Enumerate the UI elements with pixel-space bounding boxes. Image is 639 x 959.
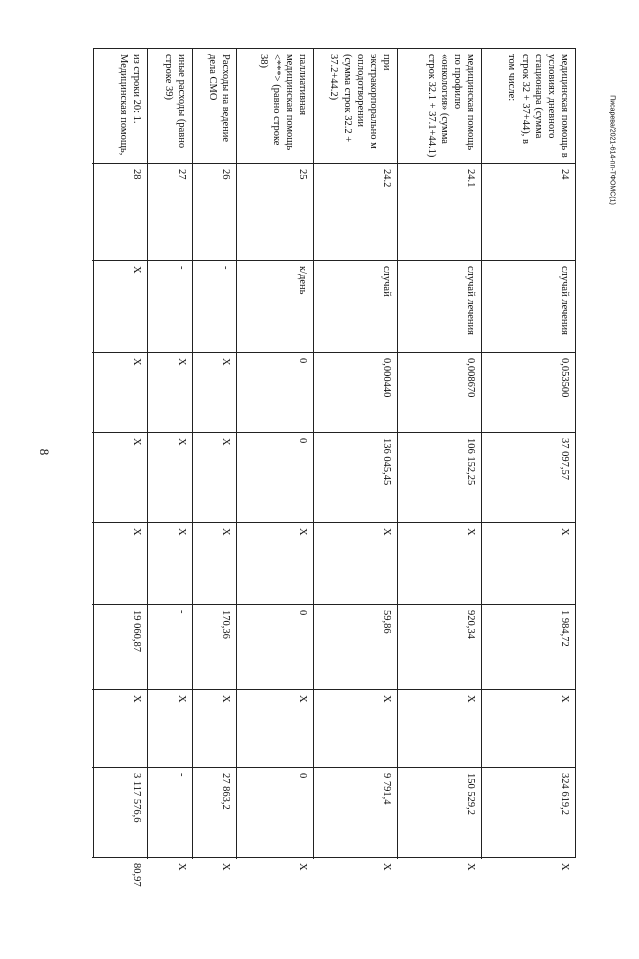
table-cell: X (148, 689, 192, 767)
table-cell: X (148, 352, 192, 432)
table-cell: X (482, 522, 575, 604)
table-cell: 920,34 (398, 604, 481, 689)
table-cell: X (148, 857, 192, 959)
table-cell: X (148, 432, 192, 522)
table-cell: 136 045,45 (314, 432, 397, 522)
table-row (236, 49, 313, 871)
table-cell: 25 (237, 163, 313, 260)
table-cell: X (398, 522, 481, 604)
table-cell: случай лечения (398, 260, 481, 352)
table-cell: - (148, 604, 192, 689)
table-cell: X (193, 689, 236, 767)
table-cell: 9 791,4 (314, 767, 397, 857)
financing-table (93, 48, 576, 887)
table-cell: - (148, 260, 192, 352)
row-label-cell: паллиативная медицинская помощь <***> (равно строке 38) (257, 54, 308, 151)
table-row (313, 49, 397, 871)
table-cell: X (482, 857, 575, 959)
table-cell: X (314, 689, 397, 767)
table-row (397, 49, 481, 871)
table-cell: 106 152,25 (398, 432, 481, 522)
row-label-cell: медицинская помощь в условиях дневного стационара (сумма строк 32 + 37+44), в том числе: (506, 54, 570, 158)
table-cell: 0 (237, 352, 313, 432)
row-label-cell: из строки 20: 1. Медицинская помощь, (117, 54, 142, 156)
document-code: Писарева/2021-614-пп-ТФОМС(1) (608, 95, 616, 205)
table-cell: 0 (237, 604, 313, 689)
row-label-cell: Расходы на ведение дела СМО (206, 54, 231, 143)
table-cell: 3 117 576,6 (92, 767, 147, 857)
table-cell: 1 984,72 (482, 604, 575, 689)
table-cell: случай лечения (482, 260, 575, 352)
table-cell: 27 (148, 163, 192, 260)
table-cell: 324 619,2 (482, 767, 575, 857)
table-cell: X (314, 522, 397, 604)
table-cell: X (398, 689, 481, 767)
table-cell: X (482, 689, 575, 767)
table-cell: X (193, 857, 236, 959)
table-cell: 0 (237, 432, 313, 522)
table-cell: X (92, 432, 147, 522)
table-cell: 24.2 (314, 163, 397, 260)
row-label-cell: медицинская помощь по профилю «онкология» (сумма строк 32.1 + 37.1+44.1) (425, 54, 476, 158)
table-row (481, 49, 575, 871)
table-row (92, 49, 147, 887)
table-cell: X (148, 522, 192, 604)
row-label-cell: при экстракорпорально м оплодотворении (сумма строк 32.2 + 37.2+44.2) (328, 54, 392, 149)
table-area (93, 48, 576, 887)
table-cell: 59,86 (314, 604, 397, 689)
table-cell: 80,97 (92, 857, 147, 959)
table-cell: 27 863,2 (193, 767, 236, 857)
table-cell: 0,000440 (314, 352, 397, 432)
table-cell: 19 060,87 (92, 604, 147, 689)
table-cell: X (398, 857, 481, 959)
table-row (147, 49, 192, 871)
table-cell: X (237, 689, 313, 767)
table-cell: X (92, 352, 147, 432)
table-cell: X (314, 857, 397, 959)
table-cell: 24.1 (398, 163, 481, 260)
table-cell: X (92, 260, 147, 352)
table-cell: 24 (482, 163, 575, 260)
row-label-cell: иные расходы (равно строке 39) (162, 54, 187, 149)
table-cell: случай (314, 260, 397, 352)
table-cell: к/день (237, 260, 313, 352)
table-cell: - (193, 260, 236, 352)
table-cell: - (148, 767, 192, 857)
table-cell: 26 (193, 163, 236, 260)
table-cell: 150 529,2 (398, 767, 481, 857)
table-cell: X (193, 432, 236, 522)
table-cell: 0 (237, 767, 313, 857)
table-cell: 0,008670 (398, 352, 481, 432)
table-cell: 28 (92, 163, 147, 260)
table-cell: X (237, 857, 313, 959)
table-cell: X (193, 352, 236, 432)
table-cell: X (237, 522, 313, 604)
page-number: 8 (37, 448, 52, 456)
table-cell: X (92, 522, 147, 604)
table-cell: 0,053500 (482, 352, 575, 432)
table-cell: 37 097,57 (482, 432, 575, 522)
table-cell: 170,36 (193, 604, 236, 689)
table-cell: X (193, 522, 236, 604)
table-row (192, 49, 236, 871)
table-cell: X (92, 689, 147, 767)
